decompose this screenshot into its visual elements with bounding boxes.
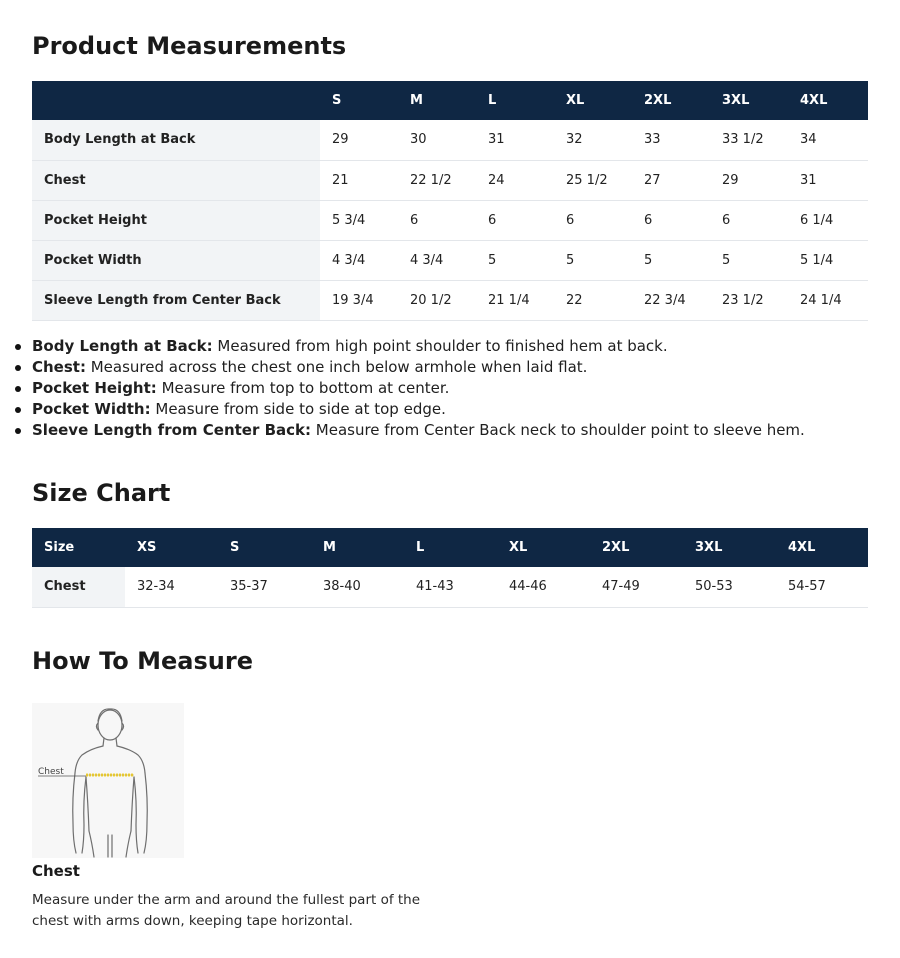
table-cell: 5 (554, 240, 632, 280)
body-outline-icon (32, 703, 184, 858)
definition-text: Measure from top to bottom at center. (156, 379, 450, 397)
size-header: XL (497, 528, 590, 567)
table-cell: 25 1/2 (554, 160, 632, 200)
table-cell: 41-43 (404, 567, 497, 607)
list-item (32, 399, 805, 420)
table-cell: 32 (554, 120, 632, 160)
table-cell: 33 1/2 (710, 120, 788, 160)
table-cell: 50-53 (683, 567, 776, 607)
table-cell: 33 (632, 120, 710, 160)
chest-measure-title: Chest (32, 862, 80, 880)
table-cell: 34 (788, 120, 868, 160)
table-row (32, 567, 868, 607)
product-measurements-title: Product Measurements (32, 32, 347, 60)
definition-term: Pocket Width: (32, 400, 151, 418)
size-header: 4XL (776, 528, 868, 567)
table-cell: 31 (788, 160, 868, 200)
figure-chest-label: Chest (38, 767, 64, 777)
size-header: L (404, 528, 497, 567)
row-label: Chest (32, 160, 320, 200)
size-chart-table (32, 528, 868, 608)
table-header-row (32, 81, 868, 120)
size-header: 3XL (683, 528, 776, 567)
table-cell: 23 1/2 (710, 280, 788, 320)
table-cell: 44-46 (497, 567, 590, 607)
size-header: 4XL (788, 81, 868, 120)
table-row (32, 120, 868, 160)
definition-text: Measure from Center Back neck to shoulder point to sleeve hem. (311, 421, 805, 439)
table-cell: 21 1/4 (476, 280, 554, 320)
table-cell: 38-40 (311, 567, 404, 607)
chest-measure-description: Measure under the arm and around the fullest part of the chest with arms down, keeping tape horizontal. (32, 892, 421, 929)
definition-term: Pocket Height: (32, 379, 157, 397)
table-cell: 29 (320, 120, 398, 160)
table-cell: 6 (632, 200, 710, 240)
size-header: XS (125, 528, 218, 567)
table-cell: 6 (476, 200, 554, 240)
measurement-definitions-list (32, 336, 805, 441)
table-cell: 4 3/4 (398, 240, 476, 280)
table-cell: 47-49 (590, 567, 683, 607)
definition-term: Chest: (32, 358, 86, 376)
list-item (32, 357, 805, 378)
table-cell: 22 (554, 280, 632, 320)
table-cell: 24 1/4 (788, 280, 868, 320)
table-cell: 29 (710, 160, 788, 200)
chest-measure-illustration (32, 703, 184, 858)
table-header-row (32, 528, 868, 567)
list-item (32, 378, 805, 399)
row-label: Pocket Width (32, 240, 320, 280)
table-cell: 30 (398, 120, 476, 160)
header-corner-cell (32, 81, 320, 120)
table-cell: 5 (710, 240, 788, 280)
table-cell: 20 1/2 (398, 280, 476, 320)
table-cell: 22 3/4 (632, 280, 710, 320)
row-label: Pocket Height (32, 200, 320, 240)
table-cell: 35-37 (218, 567, 311, 607)
definition-text: Measure from side to side at top edge. (150, 400, 446, 418)
how-to-measure-title: How To Measure (32, 647, 253, 675)
definition-term: Sleeve Length from Center Back: (32, 421, 312, 439)
table-row (32, 240, 868, 280)
definition-text: Measured from high point shoulder to finished hem at back. (212, 337, 668, 355)
size-header: M (311, 528, 404, 567)
table-cell: 5 (632, 240, 710, 280)
size-header: 2XL (590, 528, 683, 567)
definition-term: Body Length at Back: (32, 337, 213, 355)
table-cell: 24 (476, 160, 554, 200)
table-row (32, 280, 868, 320)
table-cell: 6 1/4 (788, 200, 868, 240)
table-cell: 32-34 (125, 567, 218, 607)
table-cell: 5 (476, 240, 554, 280)
table-cell: 54-57 (776, 567, 868, 607)
row-label: Sleeve Length from Center Back (32, 280, 320, 320)
size-label-header: Size (32, 528, 125, 567)
list-item (32, 336, 805, 357)
table-cell: 5 1/4 (788, 240, 868, 280)
table-cell: 22 1/2 (398, 160, 476, 200)
table-cell: 6 (398, 200, 476, 240)
size-header: L (476, 81, 554, 120)
size-header: XL (554, 81, 632, 120)
size-header: 3XL (710, 81, 788, 120)
list-item (32, 420, 805, 441)
table-cell: 21 (320, 160, 398, 200)
size-header: M (398, 81, 476, 120)
row-label: Body Length at Back (32, 120, 320, 160)
table-cell: 5 3/4 (320, 200, 398, 240)
table-row (32, 160, 868, 200)
table-cell: 19 3/4 (320, 280, 398, 320)
table-cell: 27 (632, 160, 710, 200)
table-cell: 6 (554, 200, 632, 240)
table-cell: 4 3/4 (320, 240, 398, 280)
product-measurements-table (32, 81, 868, 321)
size-header: 2XL (632, 81, 710, 120)
size-header: S (320, 81, 398, 120)
size-header: S (218, 528, 311, 567)
definition-text: Measured across the chest one inch below armhole when laid flat. (85, 358, 588, 376)
row-label: Chest (32, 567, 125, 607)
table-row (32, 200, 868, 240)
table-cell: 6 (710, 200, 788, 240)
size-chart-title: Size Chart (32, 479, 171, 507)
table-cell: 31 (476, 120, 554, 160)
